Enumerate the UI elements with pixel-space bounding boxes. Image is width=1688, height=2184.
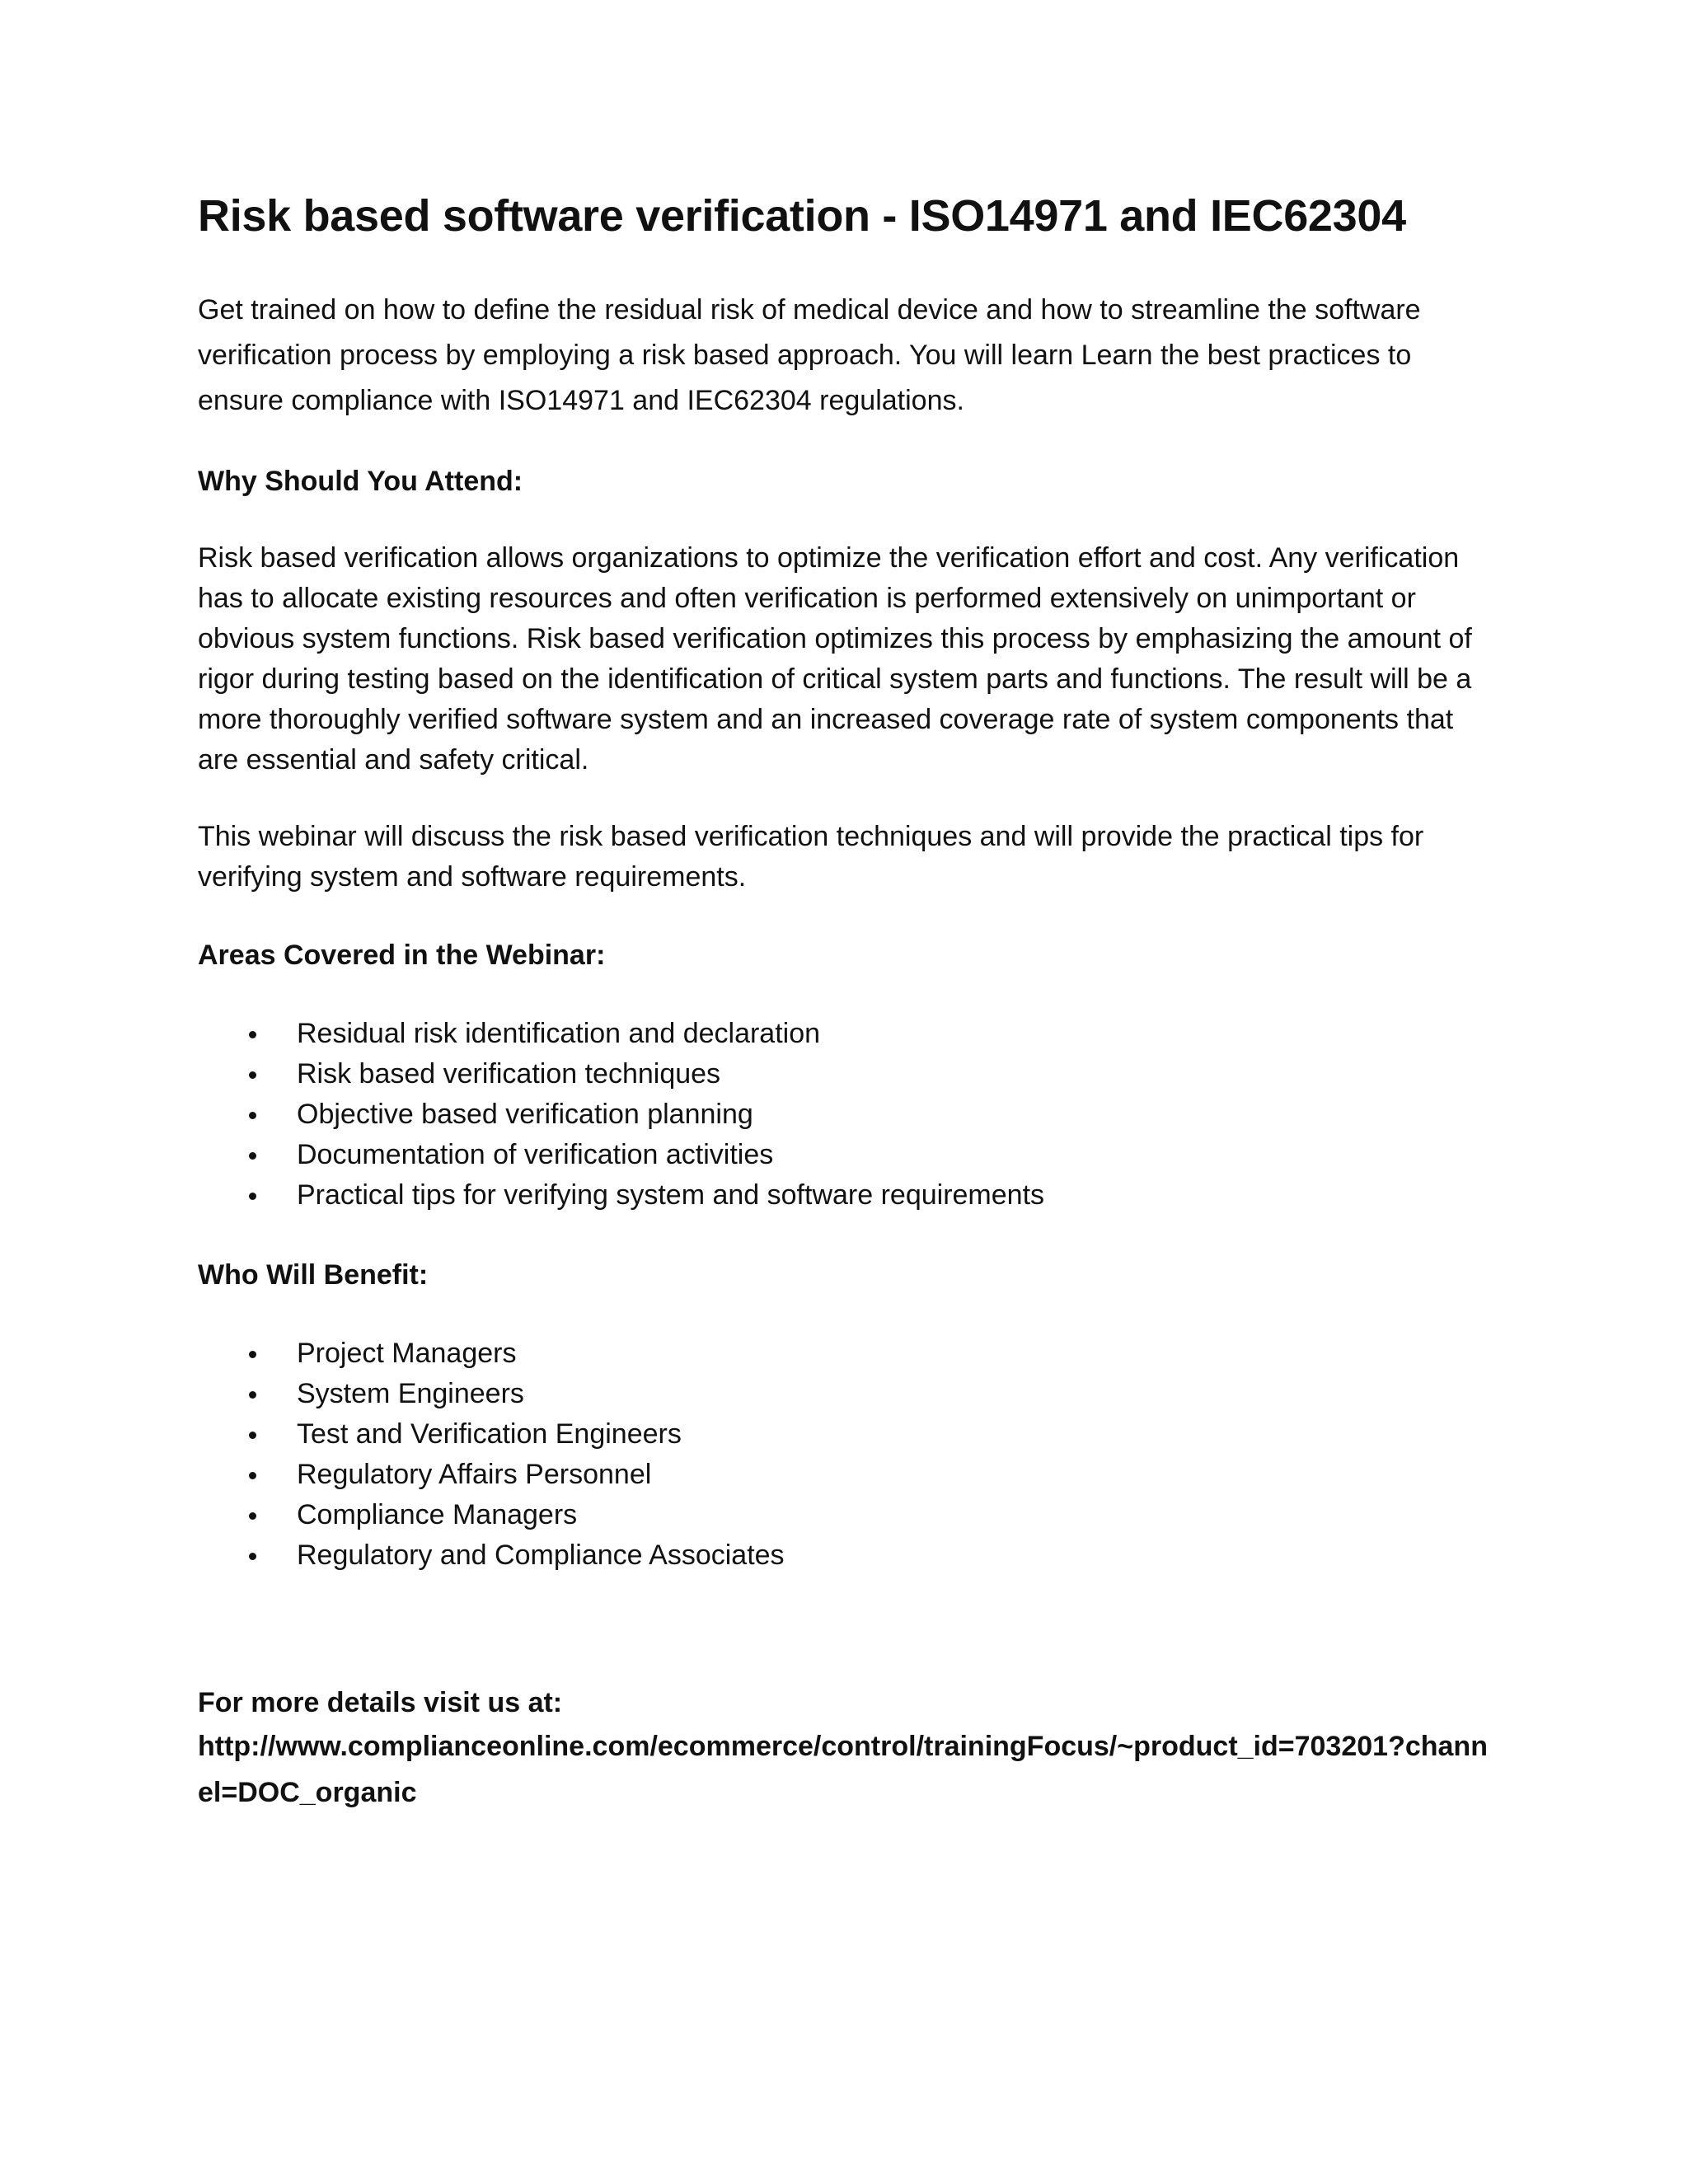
areas-covered-heading: Areas Covered in the Webinar:: [198, 939, 606, 971]
bullet-icon: [249, 1553, 256, 1560]
list-item: [198, 1014, 1500, 1054]
list-item-text: System Engineers: [297, 1377, 524, 1409]
list-item-text: Compliance Managers: [297, 1498, 578, 1530]
bullet-icon: [249, 1351, 256, 1358]
list-item-text: Regulatory and Compliance Associates: [297, 1539, 785, 1571]
list-item: [198, 1135, 1500, 1175]
bullet-icon: [249, 1391, 256, 1399]
why-attend-paragraph-1: Risk based verification allows organizations to optimize the verification effort and cost. Any verification has to allocate existing resources and often verification is performed extensively on unimportant or obvious system functions. Risk based verification optimizes this process by emphasizing the amount of rigor during testing based on the identification of critical system parts and functions. The result will be a more thoroughly verified software system and an increased coverage rate of system components that are essential and safety critical.: [198, 541, 1472, 776]
bullet-icon: [249, 1472, 256, 1479]
why-attend-heading: Why Should You Attend:: [198, 465, 523, 497]
bullet-icon: [249, 1193, 256, 1200]
bullet-icon: [249, 1071, 256, 1079]
bullet-icon: [249, 1432, 256, 1439]
list-item: [198, 1535, 1500, 1576]
list-item-text: Residual risk identification and declaration: [297, 1017, 821, 1049]
list-item-text: Risk based verification techniques: [297, 1057, 721, 1090]
list-item: [198, 1175, 1500, 1216]
who-benefit-list: [198, 1333, 1500, 1576]
list-item: [198, 1094, 1500, 1135]
list-item: [198, 1414, 1500, 1455]
bullet-icon: [249, 1112, 256, 1119]
who-benefit-heading: Who Will Benefit:: [198, 1258, 429, 1291]
list-item-text: Test and Verification Engineers: [297, 1418, 682, 1450]
details-label: For more details visit us at:: [198, 1686, 563, 1718]
intro-paragraph: Get trained on how to define the residual risk of medical device and how to streamline the software verification process by employing a risk based approach. You will learn Learn the best practices to ensure compliance with ISO14971 and IEC62304 regulations.: [198, 293, 1421, 416]
list-item: [198, 1333, 1500, 1374]
list-item: [198, 1054, 1500, 1094]
list-item-text: Practical tips for verifying system and software requirements: [297, 1179, 1045, 1211]
list-item-text: Project Managers: [297, 1337, 517, 1369]
document-page: [198, 190, 1500, 1816]
list-item-text: Objective based verification planning: [297, 1098, 753, 1130]
bullet-icon: [249, 1512, 256, 1520]
bullet-icon: [249, 1152, 256, 1160]
why-attend-paragraph-2: This webinar will discuss the risk based verification techniques and will provide the practical tips for verifying system and software requirements.: [198, 820, 1424, 893]
list-item: [198, 1374, 1500, 1414]
list-item: [198, 1455, 1500, 1495]
list-item-text: Documentation of verification activities: [297, 1138, 774, 1170]
document-title: Risk based software verification - ISO14971 and IEC62304: [198, 191, 1406, 241]
areas-covered-list: [198, 1014, 1500, 1216]
list-item-text: Regulatory Affairs Personnel: [297, 1458, 652, 1490]
list-item: [198, 1495, 1500, 1535]
bullet-icon: [249, 1031, 256, 1038]
details-url-link[interactable]: http://www.complianceonline.com/ecommerce/control/trainingFocus/~product_id=703201?channel=DOC_organic: [198, 1730, 1488, 1808]
